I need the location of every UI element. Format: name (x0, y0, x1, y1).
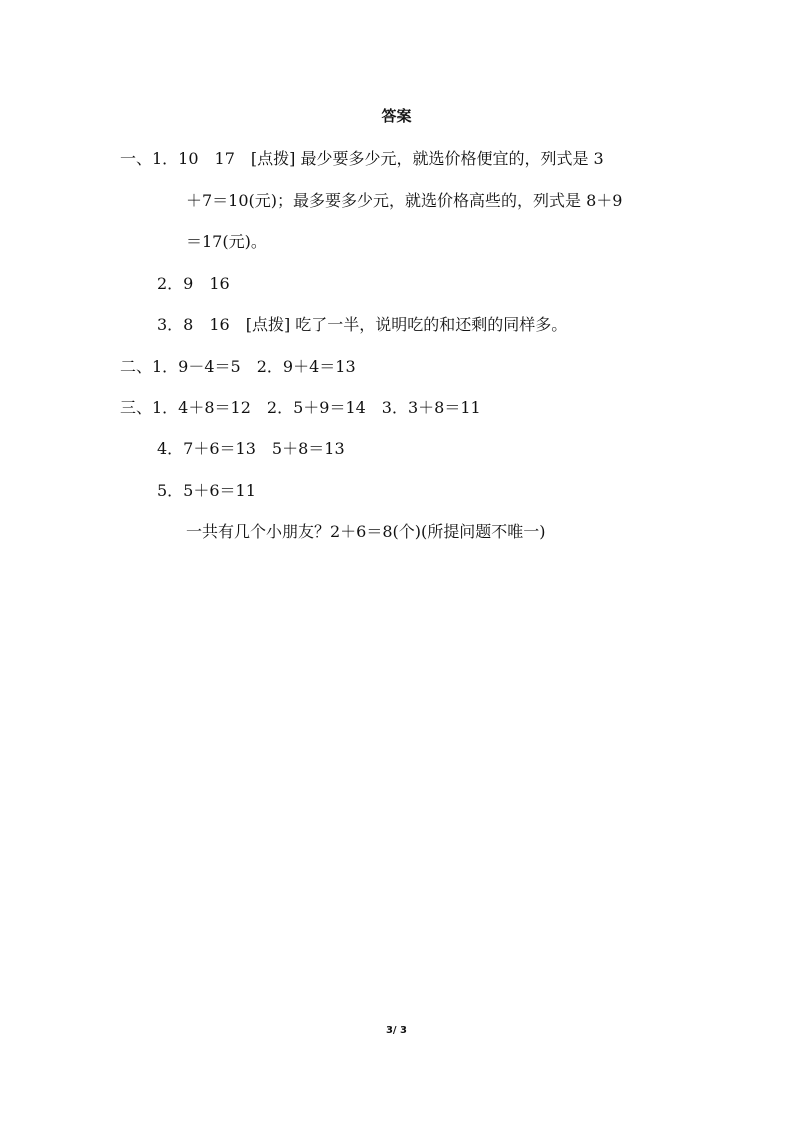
answer-line-9: 5．5＋6＝11 (157, 481, 256, 500)
answer-line-7: 三、1．4＋8＝12 2．5＋9＝14 3．3＋8＝11 (120, 398, 481, 417)
answer-line-8: 4．7＋6＝13 5＋8＝13 (157, 439, 345, 458)
page-number: 3/ 3 (385, 1025, 408, 1036)
answer-line-5: 3．8 16 [点拨] 吃了一半，说明吃的和还剩的同样多。 (157, 315, 568, 334)
answer-line-1: 一、1．10 17 [点拨] 最少要多少元，就选价格便宜的，列式是 3 (120, 149, 604, 168)
answer-line-2: ＋7＝10(元)；最多要多少元，就选价格高些的，列式是 8＋9 (186, 191, 623, 210)
answer-line-4: 2．9 16 (157, 274, 230, 293)
answer-line-3: ＝17(元)。 (186, 232, 267, 251)
answer-line-10: 一共有几个小朋友？2＋6＝8(个)(所提问题不唯一) (186, 522, 546, 541)
page-title: 答案 (381, 107, 412, 125)
answer-line-6: 二、1．9－4＝5 2．9＋4＝13 (120, 357, 356, 376)
